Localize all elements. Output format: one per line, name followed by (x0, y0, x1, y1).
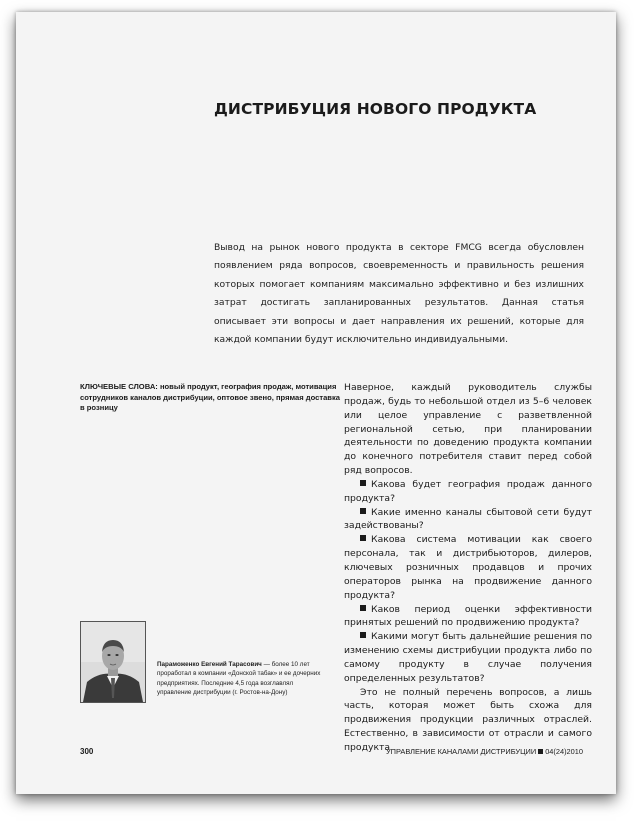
question-text: Какие именно каналы сбытовой сети будут задействованы? (344, 506, 592, 532)
bullet-square-icon (360, 480, 366, 486)
author-portrait-icon (81, 622, 145, 702)
page (16, 12, 616, 794)
keywords (80, 382, 340, 414)
question-item (344, 533, 592, 602)
bullet-square-icon (360, 605, 366, 611)
author-bio-text: — более 10 лет проработал в компании «Донской табак» и ее дочерних предприятиях. Последние 4,5 года возглавлял управление дистрибуции (г. Ростов-на-Дону) (157, 661, 321, 696)
bullet-square-icon (360, 508, 366, 514)
question-item (344, 478, 592, 506)
bullet-square-icon (360, 535, 366, 541)
body-paragraph: Это не полный перечень вопросов, а лишь часть, которая может быть схожа для продвижения продукции различных отраслей. Естественно, в зависимости от отрасли и самого продукта (344, 686, 592, 753)
question-text: Какими могут быть дальнейшие решения по изменению схемы дистрибуции продукта либо по самому продукту в случае получения определенных результатов? (344, 631, 592, 684)
question-item (344, 506, 592, 534)
question-text: Какова система мотивации как своего персонала, так и дистрибьюторов, дилеров, ключевых розничных продавцов и прочих операторов рынка на продвижение данного продукта? (344, 534, 592, 601)
body-paragraph: Наверное, каждый руководитель службы продаж, будь то небольшой отдел из 5–6 человек или целое управление с разветвленной региональной сетью, при планировании деятельности по доведению продукта компании до конечного потребителя ставит перед собой ряд вопросов. (344, 382, 592, 477)
journal-issue: 04(24)2010 (545, 747, 583, 756)
question-item (344, 630, 592, 685)
keywords-label: КЛЮЧЕВЫЕ СЛОВА: (80, 382, 158, 391)
journal-name: УПРАВЛЕНИЕ КАНАЛАМИ ДИСТРИБУЦИИ (385, 747, 537, 756)
keywords-text: новый продукт, география продаж, мотивация сотрудников каналов дистрибуции, оптовое звено, прямая доставка в розницу (80, 382, 340, 412)
article-intro: Вывод на рынок нового продукта в секторе FMCG всегда обусловлен появлением ряда вопросов, своевременность и правильность решения которых помогает компаниям максимально эффективно и без излишних затрат достигать запланированных результатов. Данная статья описывает эти вопросы и дает направления их решений, которые для каждой компании будут исключительно индивидуальными. (214, 242, 584, 346)
page-number: 300 (80, 747, 94, 756)
body-column (344, 381, 592, 755)
author-bio (157, 660, 322, 697)
question-item (344, 603, 592, 631)
question-text: Каков период оценки эффективности принятых решений по продвижению продукта? (344, 603, 592, 629)
separator-square-icon (538, 749, 543, 754)
author-name: Параможенко Евгений Тарасович (157, 661, 262, 668)
author-photo (80, 621, 146, 703)
question-text: Какова будет география продаж данного продукта? (344, 478, 592, 504)
article-title: ДИСТРИБУЦИЯ НОВОГО ПРОДУКТА (214, 100, 537, 118)
bullet-square-icon (360, 632, 366, 638)
journal-footer (386, 747, 583, 756)
